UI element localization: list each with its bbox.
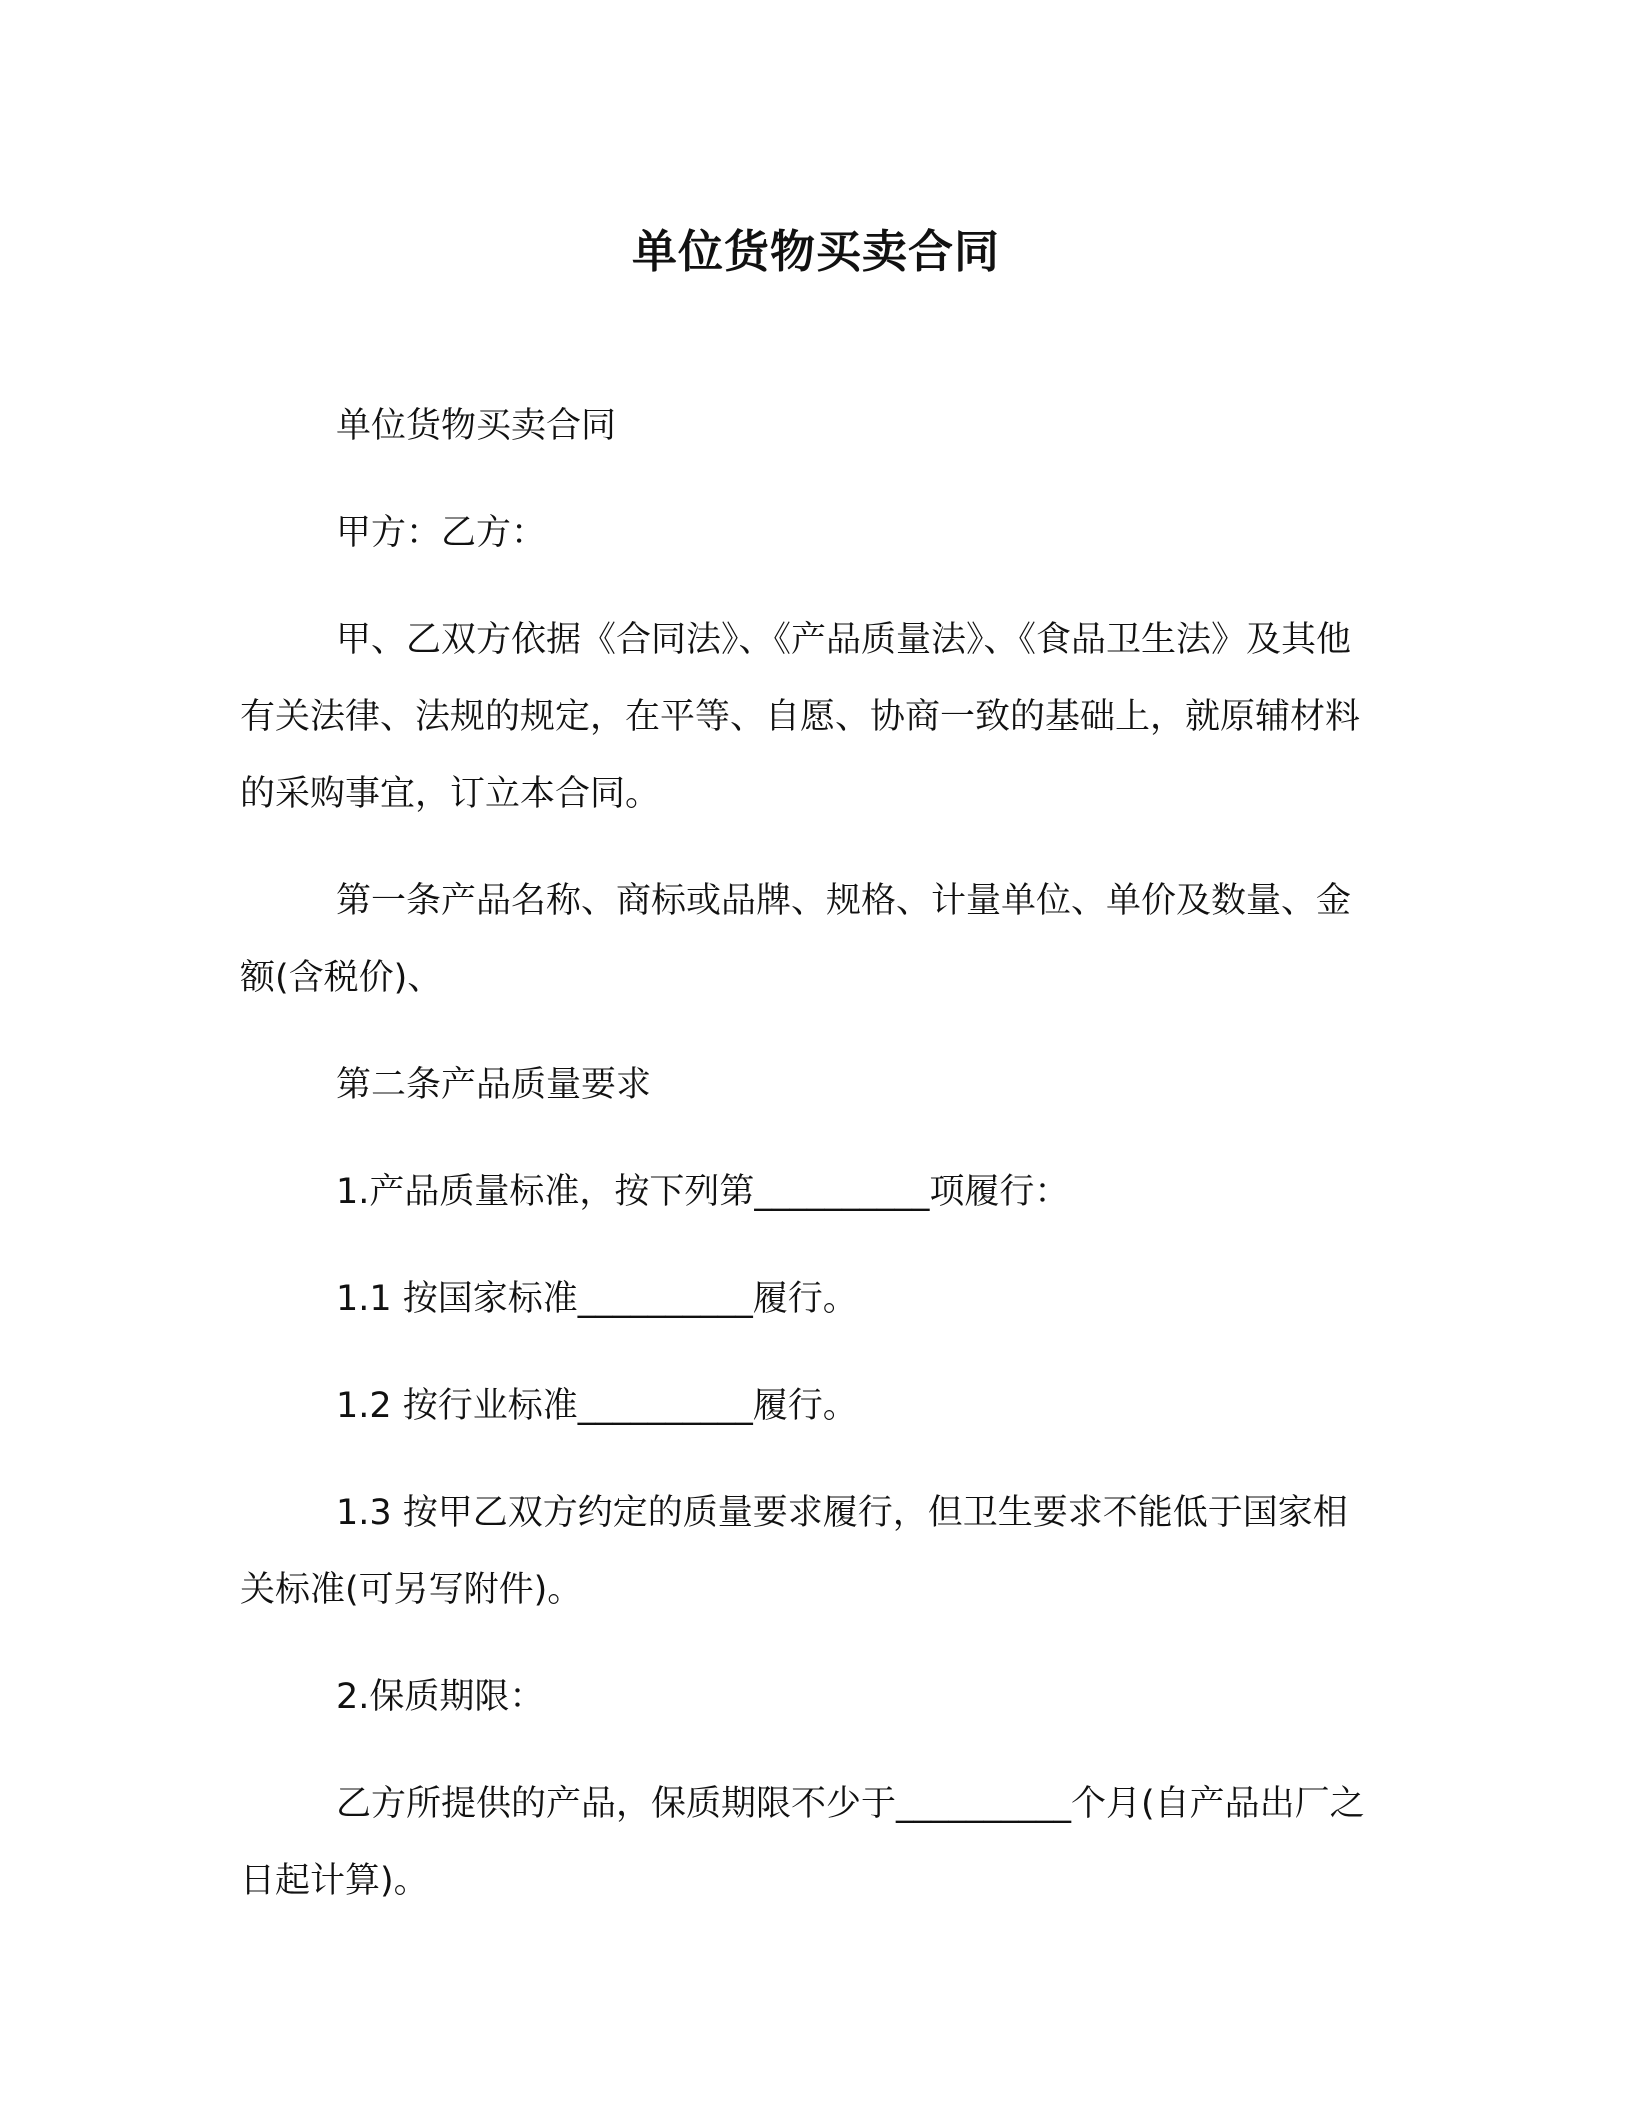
clause-2-paragraph: 2.保质期限：	[336, 1677, 545, 1717]
clause-1-2-paragraph: 1.2 按行业标准__________履行。	[336, 1386, 858, 1426]
preamble-paragraph: 甲、乙双方依据《合同法》、《产品质量法》、《食品卫生法》及其他有关法律、法规的规定，在平等、自愿、协商一致的基础上，就原辅材料的采购事宜，订立本合同。	[240, 620, 1361, 814]
clause-1-3-paragraph: 1.3 按甲乙双方约定的质量要求履行，但卫生要求不能低于国家相关标准(可另写附件)。	[240, 1493, 1348, 1610]
clause-1-1-paragraph: 1.1 按国家标准__________履行。	[336, 1279, 858, 1319]
parties-paragraph: 甲方：乙方：	[336, 513, 547, 553]
document-title: 单位货物买卖合同	[631, 225, 1000, 278]
document-body	[240, 388, 1370, 1950]
article-1-paragraph: 第一条产品名称、商标或品牌、规格、计量单位、单价及数量、金额(含税价)、	[240, 881, 1352, 998]
clause-1-paragraph: 1.产品质量标准，按下列第__________项履行：	[336, 1172, 1070, 1212]
subtitle-paragraph: 单位货物买卖合同	[336, 406, 617, 446]
article-2-heading: 第二条产品质量要求	[336, 1065, 652, 1105]
shelf-life-paragraph: 乙方所提供的产品，保质期限不少于__________个月(自产品出厂之日起计算)。	[240, 1784, 1365, 1901]
